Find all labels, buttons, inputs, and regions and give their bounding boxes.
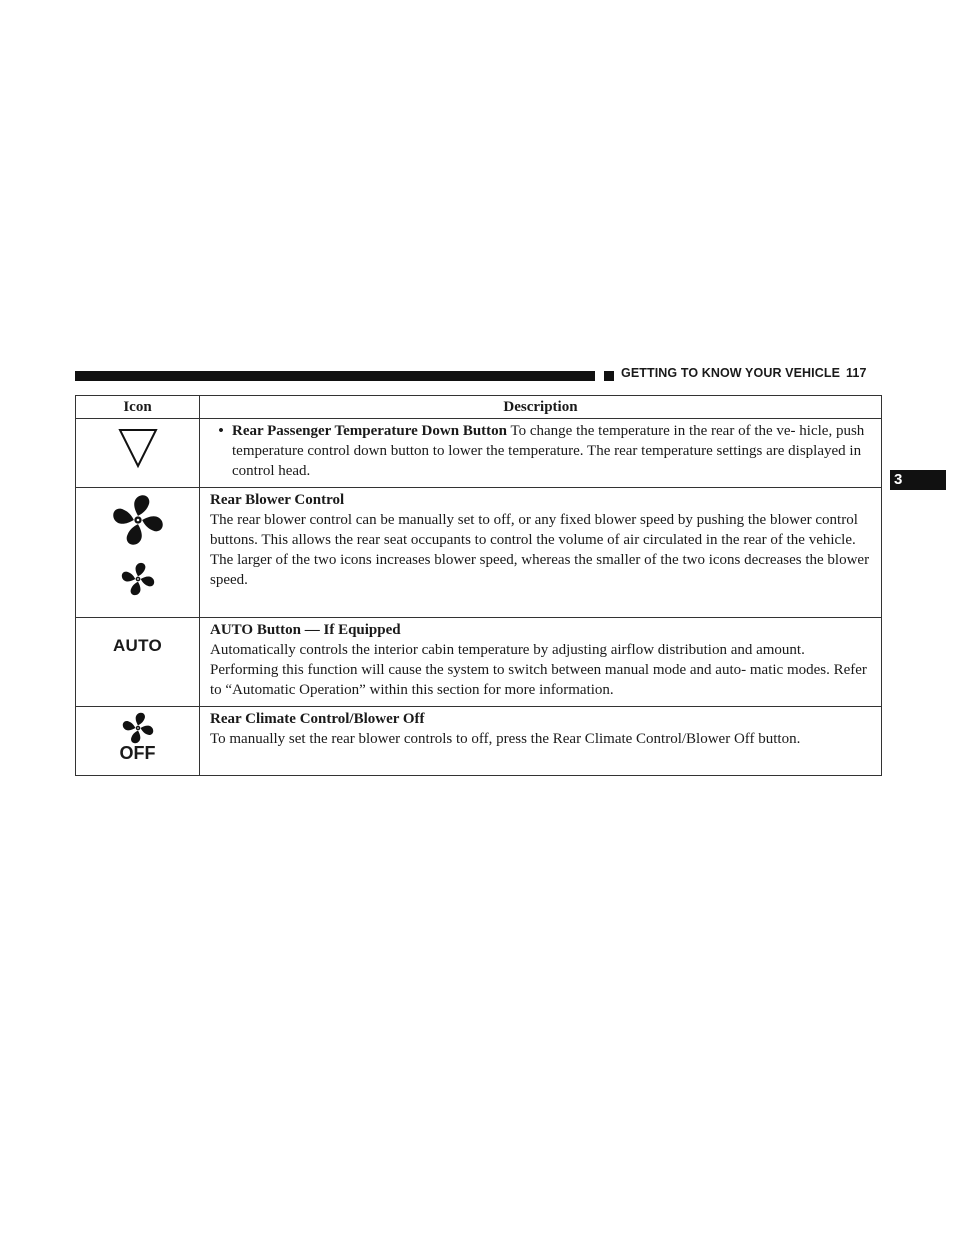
fan-off-icon bbox=[76, 707, 200, 776]
icon-cell bbox=[76, 618, 200, 707]
description-cell bbox=[200, 618, 882, 707]
column-header-description: Description bbox=[200, 396, 882, 419]
controls-table bbox=[75, 395, 882, 776]
off-label: OFF bbox=[119, 743, 156, 763]
header-square bbox=[604, 371, 614, 381]
item-title: Rear Blower Control bbox=[210, 492, 345, 508]
item-title: Rear Passenger Temperature Down Button bbox=[232, 423, 507, 439]
bullet: • bbox=[218, 423, 224, 439]
table-row bbox=[76, 419, 882, 488]
item-title: AUTO Button — If Equipped bbox=[210, 622, 401, 638]
section-title: GETTING TO KNOW YOUR VEHICLE bbox=[621, 366, 841, 380]
triangle-down-icon bbox=[118, 427, 158, 469]
table-header-row bbox=[76, 396, 882, 419]
table-row bbox=[76, 618, 882, 707]
description-cell bbox=[200, 419, 882, 488]
description-cell bbox=[200, 707, 882, 776]
large-fan-icon bbox=[112, 494, 164, 546]
bullet-body bbox=[232, 421, 873, 481]
column-header-icon: Icon bbox=[76, 396, 200, 419]
small-fan-icon bbox=[121, 562, 155, 596]
chapter-tab: 3 bbox=[890, 470, 946, 490]
item-text: To manually set the rear blower controls to off, press the Rear Climate Control/Blower Off button. bbox=[210, 731, 801, 747]
item-text: The rear blower control can be manually set to off, or any fixed blower speed by pushing the blower control buttons. This allows the rear seat occupants to control the volume of air circulated in the rear of the vehicle. The larger of the two icons increases blower speed, whereas the smaller of the two icons decreases the blower speed. bbox=[210, 512, 870, 588]
item-text: To change the temperature in the rear of the ve- hicle, push temperature control down button to lower the temperature. The rear temperature settings are displayed in control head. bbox=[232, 423, 865, 479]
item-text: Automatically controls the interior cabin temperature by adjusting airflow distribution and amount. Performing this function will cause the system to switch between manual mode and auto- matic modes. Refer to “Automatic Operation” within this section for more information. bbox=[210, 642, 867, 698]
page-number: 117 bbox=[846, 366, 867, 380]
table-row bbox=[76, 707, 882, 776]
icon-cell bbox=[76, 488, 200, 618]
description-cell bbox=[200, 488, 882, 618]
running-header bbox=[621, 366, 867, 380]
header-rule bbox=[75, 371, 595, 381]
off-fan-icon bbox=[122, 712, 154, 744]
auto-icon: AUTO bbox=[112, 636, 163, 655]
item-title: Rear Climate Control/Blower Off bbox=[210, 711, 425, 727]
table-row bbox=[76, 488, 882, 618]
icon-cell bbox=[76, 419, 200, 488]
bullet-item bbox=[210, 421, 873, 481]
